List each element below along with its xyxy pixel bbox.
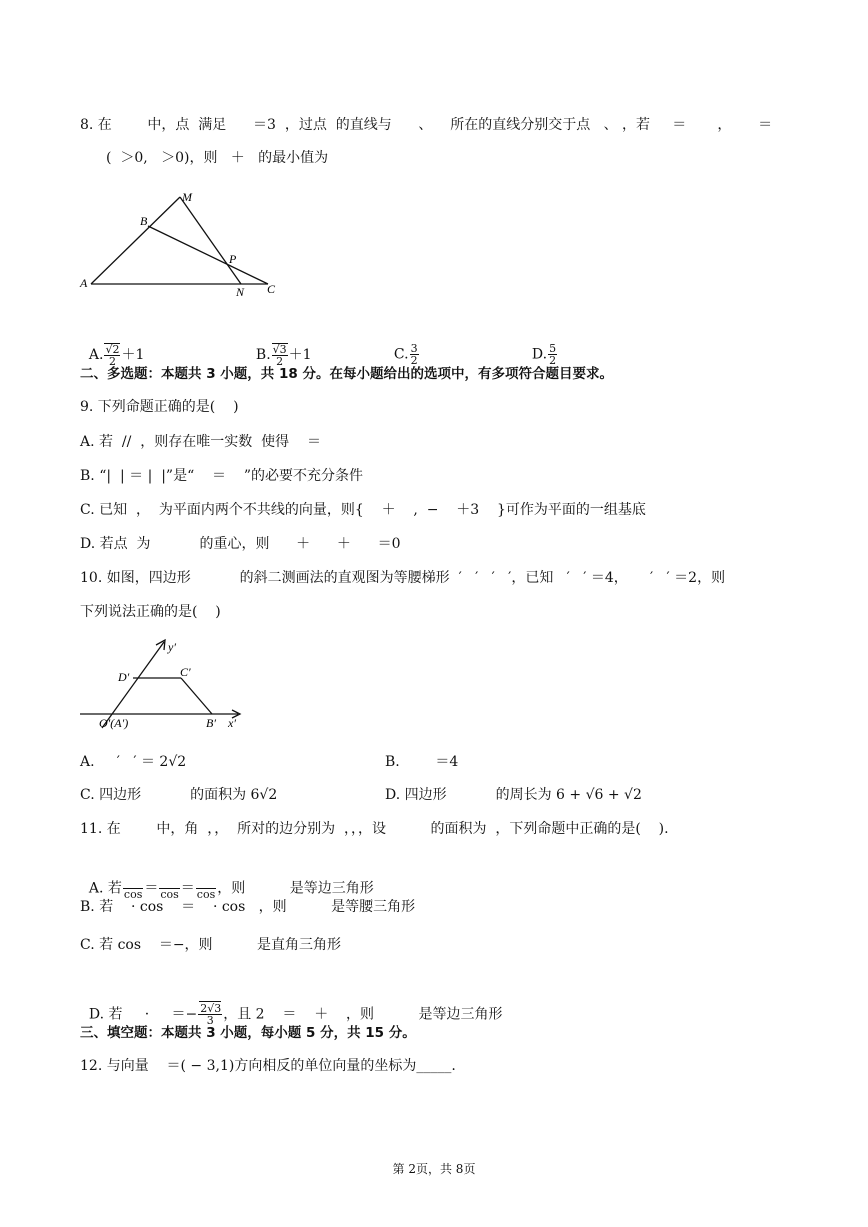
label-C-prime: C′ (180, 665, 191, 679)
section-2-heading: 二、多选题：本题共 3 小题，共 18 分。在每小题给出的选项中，有多项符合题目要求。 (80, 366, 613, 382)
q10-option-a: A. ′ ′ ＝ 2√2 (80, 754, 187, 770)
q9-stem: 9. 下列命题正确的是( ) (80, 399, 239, 415)
q9-option-d: D. 若点 为 的重心，则 ＋ ＋ ＝0 (80, 536, 401, 552)
q11-stem: 11. 在 中，角 ，， 所对的边分别为 ，，，设 的面积为 ，下列命题中正确的是( ). (80, 821, 669, 837)
q8-option-b: B. $\frac{√3}{2}$ ＋1 (255, 343, 312, 368)
q10-option-d: D. 四边形 的周长为 6 + √6 + √2 (385, 787, 642, 803)
q9-option-c: C. 已知 ， 为平面内两个不共线的向量，则{ ＋ , − ＋3 }可作为平面的一组基底 (80, 502, 646, 518)
section-3-heading: 三、填空题：本题共 3 小题，每小题 5 分，共 15 分。 (80, 1025, 416, 1041)
label-x-axis: x′ (228, 716, 236, 730)
q11-option-c: C. 若 cos ＝−，则 是直角三角形 (80, 937, 342, 953)
label-N: N (236, 285, 245, 299)
page-footer: 第 2页，共 8页 (392, 1162, 476, 1176)
label-B: B (140, 214, 148, 228)
label-y-axis: y′ (168, 640, 176, 654)
q9-option-a: A. 若 // ，则存在唯一实数 使得 ＝ (80, 434, 321, 450)
label-B-prime: B′ (206, 716, 216, 730)
label-P: P (229, 252, 237, 266)
q12-stem: 12. 与向量 ＝( − 3,1)方向相反的单位向量的坐标为_____. (80, 1058, 456, 1074)
q11-option-b: B. 若 · cos ＝ · cos ，则 是等腰三角形 (80, 899, 416, 915)
label-M: M (182, 190, 192, 204)
label-A: A (80, 276, 88, 290)
q10-option-b: B. ＝4 (385, 754, 459, 770)
q10-trapezoid-figure (78, 632, 248, 734)
label-O-prime: O′(A′) (99, 716, 129, 730)
q8-option-d: D. $\frac{5}{2}$ (531, 342, 557, 367)
q10-stem-line2: 下列说法正确的是( ) (80, 604, 221, 620)
q8-option-c: C. $\frac{3}{2}$ (393, 342, 418, 367)
q8-option-a: A. $\frac{√2}{2}$ ＋1 (88, 343, 145, 368)
q8-triangle-figure (76, 188, 286, 300)
q8-stem-line2: ( ＞0, ＞0)，则 ＋ 的最小值为 (106, 150, 329, 166)
q11-option-a: A. 若 cos ＝ cos ＝ cos ，则 是等边三角形 (80, 859, 374, 900)
q8-stem-line1: 8. 在 中，点 满足 ＝3 ，过点 的直线与 、 所在的直线分别交于点 、 ，若 ＝ ， ＝ (80, 117, 773, 133)
label-C: C (267, 282, 276, 296)
q10-stem-line1: 10. 如图，四边形 的斜二测画法的直观图为等腰梯形 ′ ′ ′ ′，已知 ′ ′ ＝4， ′ ′ ＝2，则 (80, 570, 726, 586)
label-D-prime: D′ (118, 670, 130, 684)
q9-option-b: B. “| | ＝ | |”是“ ＝ ”的必要不充分条件 (80, 468, 363, 484)
q11-option-d: D. 若 · ＝− $\frac{2√3}{3}$ ，且 2 ＝ ＋ ，则 是等边三角形 (88, 1002, 503, 1027)
q10-option-c: C. 四边形 的面积为 6√2 (80, 787, 278, 803)
